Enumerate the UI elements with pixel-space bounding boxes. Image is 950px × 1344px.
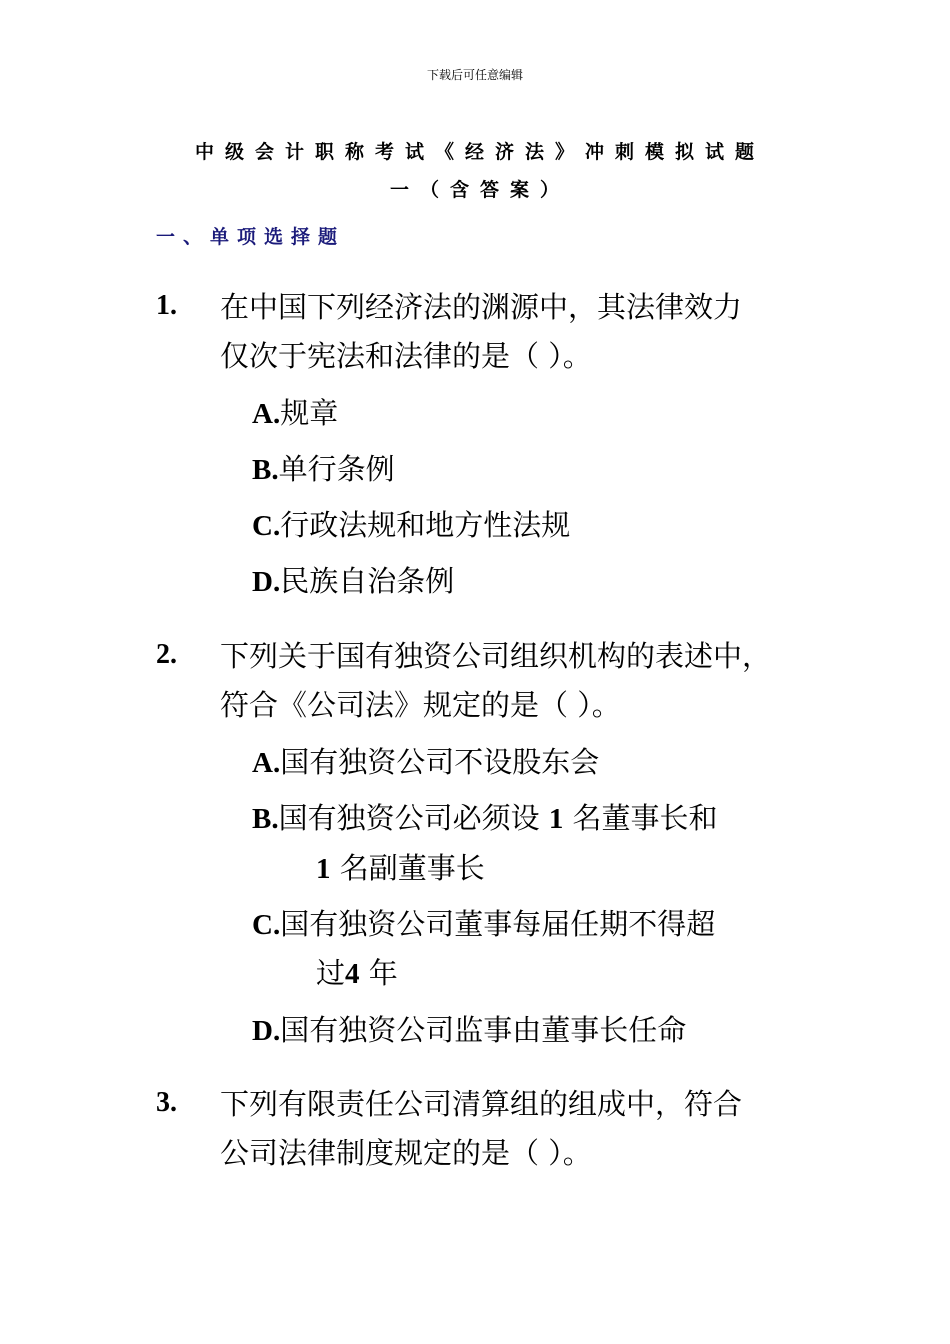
option-text: 国有独资公司监事由董事长任命 — [280, 1013, 687, 1047]
option-number: 4 — [345, 958, 360, 990]
option-text: 名董事长和 — [563, 801, 718, 835]
option-text: 年 — [359, 956, 398, 990]
option-number: 1 — [548, 803, 564, 835]
option-c — [252, 902, 715, 943]
option-continuation — [316, 846, 485, 887]
option-letter: C. — [252, 510, 281, 542]
option-letter: C. — [252, 909, 281, 941]
option-b — [252, 796, 718, 837]
option-letter: A. — [252, 747, 281, 779]
option-letter: B. — [252, 454, 279, 486]
option-text: 单行条例 — [278, 452, 395, 486]
option-b — [252, 447, 395, 488]
question-text-line: 下列有限责任公司清算组的组成中，符合 — [220, 1087, 743, 1121]
question-text-line: 在中国下列经济法的渊源中，其法律效力 — [220, 290, 743, 324]
option-letter: A. — [252, 398, 281, 430]
option-text: 国有独资公司不设股东会 — [280, 745, 600, 779]
option-text: 民族自治条例 — [280, 564, 455, 598]
option-continuation — [316, 951, 398, 992]
question-text-line: 仅次于宪法和法律的是（ ）。 — [220, 339, 592, 373]
option-text: 行政法规和地方性法规 — [280, 508, 571, 542]
option-text: 规章 — [280, 396, 339, 430]
option-number: 1 — [316, 853, 331, 885]
option-text: 国有独资公司董事每届任期不得超 — [280, 907, 716, 941]
question-text-line: 符合《公司法》规定的是（ ）。 — [220, 688, 621, 722]
option-letter: D. — [252, 1015, 281, 1047]
option-c — [252, 503, 570, 544]
document-title-line2: 一（含答案） — [389, 179, 570, 201]
question-text-line: 公司法律制度规定的是（ ）。 — [220, 1136, 592, 1170]
option-letter: D. — [252, 566, 281, 598]
header-note: 下载后可任意编辑 — [426, 68, 523, 82]
question-number: 2. — [156, 639, 177, 670]
question-number: 3. — [156, 1087, 177, 1118]
section-heading: 一、单项选择题 — [156, 226, 346, 248]
option-letter: B. — [252, 803, 279, 835]
option-a — [252, 740, 599, 781]
option-a — [252, 391, 338, 432]
option-text: 国有独资公司必须设 — [278, 801, 549, 835]
option-text: 过 — [316, 956, 346, 990]
question-number: 1. — [156, 290, 177, 321]
option-text: 名副董事长 — [330, 851, 485, 885]
option-d — [252, 559, 454, 600]
question-text-line: 下列关于国有独资公司组织机构的表述中， — [220, 639, 772, 673]
option-d — [252, 1008, 686, 1049]
document-title-line1: 中级会计职称考试《经济法》冲刺模拟试题 — [194, 141, 765, 163]
